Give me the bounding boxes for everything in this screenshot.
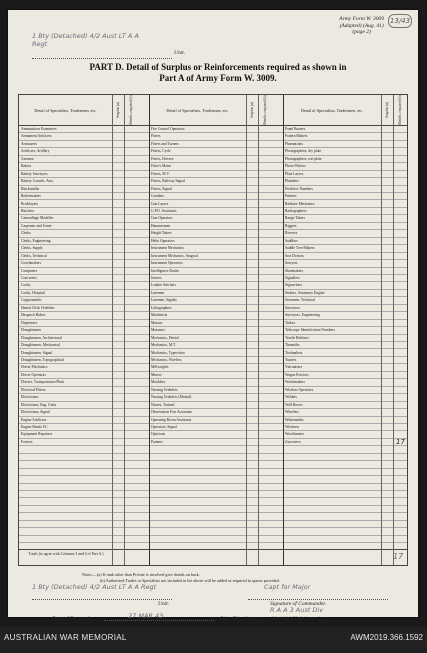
specialist-label: Equipment Repairers — [21, 432, 53, 437]
specialist-label: Bakers — [21, 164, 32, 169]
table-row — [19, 350, 407, 357]
table-row — [19, 372, 407, 379]
handwritten-unit-top: 1 Bty (Detached) 4/2 Aust LT A A Regt — [32, 32, 139, 48]
table-row — [19, 476, 407, 483]
specialist-label: Riveters — [285, 231, 298, 236]
table-row — [19, 305, 407, 312]
specialist-label: Pattern Makers — [285, 134, 308, 139]
specialist-label: Electrical Fitters — [21, 387, 46, 392]
specialist-label: Battery Comdrs. Asst. — [21, 179, 54, 184]
header-reinf — [258, 95, 271, 125]
note-b: (b) Authorised Trades or Specialists not included in list above will be added as required in spaces provided. — [100, 577, 280, 583]
specialist-label: Instrument Mechanics, Surgical — [151, 253, 198, 258]
specialist-label: Camouflage Modeller — [21, 216, 54, 221]
specialist-label: Linemen, Signals — [151, 298, 177, 303]
specialist-label: Axemen — [21, 156, 34, 161]
specialist-label: Riggers — [285, 223, 297, 228]
specialist-label: Photographers, wet plate — [285, 156, 322, 161]
column-divider — [246, 95, 247, 565]
specialist-label: Fitters, Cycle — [151, 149, 171, 154]
specialist-label: Whitesmiths — [285, 417, 304, 422]
specialist-label: Draughtsmen, Signal — [21, 350, 53, 355]
table-row — [19, 461, 407, 468]
specialist-label: Drivers, Transportation Plant — [21, 380, 64, 385]
table-row — [19, 446, 407, 453]
specialist-label: Concreters — [21, 276, 37, 280]
note-a: Notes.—(a) If rank other than Private is involved give details on back. — [82, 572, 200, 577]
specialist-label: Cooks — [21, 283, 31, 288]
handwritten-bde: R A A 3 Aust Div — [270, 606, 324, 614]
header-specialist: Detail of Specialists, Tradesmen, etc. — [300, 107, 364, 113]
specialist-label: Intelligence Duties — [151, 268, 179, 273]
specialist-label: Miners — [151, 372, 162, 377]
title-line2: Part A of Army Form W. 3009. — [159, 73, 277, 83]
date-line — [104, 620, 214, 621]
header-surplus — [246, 95, 258, 125]
table-row — [19, 215, 407, 222]
specialist-label: Dispensers — [21, 320, 38, 325]
specialist-label: Textile Refitters — [285, 335, 309, 340]
specialist-label: Operators, Signal — [151, 425, 177, 429]
gunners-reinf-value: 17 — [396, 438, 405, 446]
specialist-label: Painters — [151, 439, 163, 444]
specialist-label: Hammermen — [151, 223, 171, 228]
specialist-label: Radiographers — [285, 208, 307, 213]
column-divider — [149, 95, 150, 565]
specialist-label: Grinders — [151, 194, 164, 199]
bde-label: Bde., Div., Area, etc., with which Unit is serving. — [220, 616, 328, 622]
specialist-label: Pharmacists — [285, 141, 303, 146]
specialist-label: Driver Mechanics — [21, 365, 48, 370]
header-specialist: Detail of Specialists, Tradesmen, etc. — [34, 107, 97, 113]
specialist-label: Stokers, Stationary Engine — [285, 290, 325, 295]
specialist-label: Clerks, Engineering — [21, 238, 51, 243]
table-row — [19, 320, 407, 327]
specialist-label: Saddle Tree Makers — [285, 246, 315, 251]
specialist-label: Mechanics, Typewriter — [151, 350, 185, 355]
specialist-label: Nursing Orderlies — [151, 387, 178, 392]
specialist-label: Signallers — [285, 276, 300, 280]
table-row — [19, 245, 407, 252]
table-row — [19, 312, 407, 319]
table-row — [19, 506, 407, 513]
table-row — [19, 327, 407, 334]
table-row — [19, 454, 407, 461]
specialists-table — [18, 94, 408, 566]
specialist-label: Printers — [285, 194, 297, 199]
column-divider — [124, 95, 125, 565]
archive-id: AWM2019.366.1592 — [350, 633, 423, 642]
table-row — [19, 282, 407, 289]
specialist-label: Opticians — [151, 432, 166, 437]
specialist-label: Radiator Mechanics — [285, 201, 315, 206]
specialist-label: Predictor Numbers — [285, 186, 313, 191]
handwritten-unit-bottom: 1 Bty (Detached) 4/2 Aust LT A A Regt — [32, 583, 157, 591]
specialist-label: Draughtsmen, Topographical — [21, 357, 64, 362]
specialist-label: Millwrights — [151, 365, 169, 370]
specialist-label: Surveyors — [285, 305, 300, 310]
specialist-label: Nurses, Trained — [151, 402, 175, 407]
specialist-label: Mechanics, M.T. — [151, 343, 176, 348]
specialist-label: Panel Beaters — [285, 127, 306, 131]
table-row — [19, 417, 407, 424]
specialist-label: Sawyers — [285, 261, 298, 266]
specialist-label: Ammunition Examiners — [21, 127, 57, 131]
table-row — [19, 387, 407, 394]
specialist-label: Draughtsmen, Architectural — [21, 335, 62, 340]
specialist-label: Operating Room Assistants — [151, 417, 192, 422]
specialist-label: Fitters, Drivers — [151, 156, 174, 161]
specialist-label: Toolmakers — [285, 350, 303, 355]
specialist-label: Turners — [285, 357, 297, 362]
specialist-label: Storemen, Technical — [285, 298, 316, 303]
table-row — [19, 499, 407, 506]
specialist-label: Clerks — [21, 231, 31, 236]
totals-label: Totals (to agree with Columns 3 and 4 of Part A.) — [28, 552, 104, 556]
specialist-label: Telescope Identification Numbers — [285, 328, 335, 333]
column-divider — [283, 95, 284, 565]
table-row — [19, 208, 407, 215]
specialist-label: Nursing Orderlies (Mental) — [151, 395, 192, 400]
table-row — [19, 379, 407, 386]
specialist-label: Observation Post Assistants — [151, 410, 192, 415]
unit-line-bottom — [32, 598, 172, 600]
specialist-label: Gun Layers — [151, 201, 169, 206]
column-divider — [381, 95, 382, 565]
table-row — [19, 439, 407, 446]
handwritten-signature: Capt for Major — [264, 583, 311, 591]
table-row — [19, 409, 407, 416]
specialist-label: Welders — [285, 395, 297, 400]
specialist-label: Plate Layers — [285, 171, 304, 176]
form-sheet — [8, 10, 418, 622]
totals-reinf-value: 17 — [393, 552, 404, 561]
specialist-label: Fitters and Turners — [151, 141, 179, 146]
title-line1: PART D. Detail of Surplus or Reinforcements required as shown in — [89, 62, 347, 72]
specialist-label: Battery Surveyors — [21, 171, 48, 176]
specialist-label: Saddlers — [285, 238, 298, 243]
specialist-label: Engine Artificers — [21, 417, 47, 422]
specialist-label: Woodturners — [285, 432, 304, 437]
specialist-label: Mechanics, Dental — [151, 335, 179, 340]
table-row — [19, 201, 407, 208]
archive-footer — [0, 627, 427, 653]
specialist-label: Blacksmiths — [21, 186, 40, 191]
table-row — [19, 186, 407, 193]
specialist-label: Draughtsmen, Mechanical — [21, 343, 60, 348]
specialist-label: Fire Control Operators — [151, 127, 185, 131]
table-row — [19, 424, 407, 431]
specialist-label: Bricklayers — [21, 201, 38, 206]
specialist-label: Dental Clerk Orderlies — [21, 305, 55, 310]
specialist-label: Fitters, M.V. — [151, 171, 170, 176]
specialist-label: Coachmakers — [21, 261, 42, 266]
column-divider — [258, 95, 259, 565]
header-surplus-text: Surplus (a) — [250, 102, 254, 118]
table-row — [19, 268, 407, 275]
table-row — [19, 238, 407, 245]
table-row — [19, 156, 407, 163]
table-row — [19, 193, 407, 200]
archive-name: AUSTRALIAN WAR MEMORIAL — [4, 633, 127, 642]
form-reference — [339, 16, 384, 36]
specialist-label: Fitter's Mates — [151, 164, 172, 169]
table-row — [19, 491, 407, 498]
specialist-label: Butchers — [21, 208, 35, 213]
header-reinf-text: Reinfts. required (b) — [398, 95, 402, 125]
specialist-label: Height Takers — [151, 231, 172, 236]
table-row — [19, 148, 407, 155]
specialist-label: Computers — [21, 268, 38, 273]
specialist-label: Tailors — [285, 320, 296, 325]
specialist-label: Artificers, Artillery — [21, 149, 50, 154]
specialist-label: Wiremen — [285, 425, 299, 429]
specialist-label: Fitters, Railway Signal — [151, 179, 185, 184]
specialist-label: Tinsmiths — [285, 343, 300, 348]
specialist-label: Despatch Riders — [21, 313, 46, 318]
notes — [82, 572, 280, 583]
table-row — [19, 163, 407, 170]
form-ref-line1: Army Form W. 3009 — [339, 16, 384, 22]
specialist-label: Armourers — [21, 141, 37, 146]
table-row — [19, 484, 407, 491]
header-reinf — [124, 95, 137, 125]
specialist-label: Electricians, Signal — [21, 410, 50, 415]
specialist-label: Photographers, dry plate — [285, 149, 322, 154]
specialist-label: Clerks, Technical — [21, 253, 47, 258]
table-row — [19, 260, 407, 267]
table-row — [19, 141, 407, 148]
form-title — [38, 62, 398, 84]
specialist-label: Vulcanisers — [285, 365, 303, 370]
specialist-label: Driver Operators — [21, 372, 47, 377]
specialist-label: Lithographers — [151, 305, 172, 310]
unit-label-top: Unit. — [174, 50, 186, 56]
table-row — [19, 402, 407, 409]
table-row — [19, 133, 407, 140]
table-row — [19, 536, 407, 543]
table-row — [19, 364, 407, 371]
signature-label: Signature of Commander. — [270, 601, 327, 607]
specialist-label: Armament Artificers — [21, 134, 52, 139]
table-row — [19, 528, 407, 535]
totals-row — [19, 549, 407, 565]
specialist-label: Photo-Writers — [285, 164, 306, 169]
table-row — [19, 335, 407, 342]
specialist-label: Instrument Mechanics — [151, 246, 184, 251]
unit-label-bottom: Unit. — [158, 601, 170, 607]
specialist-label: Signwriters — [285, 283, 303, 288]
specialist-label: Masons — [151, 320, 163, 325]
header-reinf-text: Reinfts. required (b) — [128, 95, 133, 125]
table-row — [19, 431, 407, 438]
specialist-label: Boilermakers — [21, 194, 41, 199]
header-reinf — [393, 95, 407, 125]
table-row — [19, 394, 407, 401]
specialist-label: Electricians — [21, 395, 39, 400]
table-row — [19, 521, 407, 528]
specialist-label: Cooks, Hospital — [21, 290, 45, 295]
specialist-label: Instrument Operators — [151, 261, 183, 266]
specialist-label: Engine Hands I/C — [21, 425, 48, 429]
header-specialist: Detail of Specialists, Tradesmen, etc. — [166, 107, 229, 113]
page-mark: 13/43 — [388, 14, 412, 28]
table-row — [19, 223, 407, 230]
header-surplus — [112, 95, 124, 125]
unit-line-top — [32, 48, 172, 59]
specialist-label: Leather Stitchers — [151, 283, 177, 288]
specialist-label: Gunners — [285, 439, 301, 444]
table-row — [19, 357, 407, 364]
table-row — [19, 275, 407, 282]
specialist-label: Range Takers — [285, 216, 306, 221]
specialist-label: Wheelers — [285, 410, 299, 415]
table-row — [19, 513, 407, 520]
specialist-label: Draughtsmen — [21, 328, 41, 333]
specialist-label: Wireless Operators — [285, 387, 314, 392]
table-row — [19, 253, 407, 260]
date-value: 27 MAR 43 — [128, 612, 164, 620]
specialist-label: Watchmakers — [285, 380, 305, 385]
specialist-label: Fitters, Signal — [151, 186, 172, 191]
signature-line — [248, 598, 388, 600]
specialist-label: Clerks, Supply — [21, 246, 43, 251]
header-surplus-text: Surplus (a) — [385, 102, 389, 118]
table-row — [19, 297, 407, 304]
specialist-label: Fitters — [151, 134, 161, 139]
specialist-label: G.P.O. Assistants — [151, 208, 177, 213]
specialist-label: Wall Borers — [285, 402, 303, 407]
specialist-label: Mechanics, Wireless — [151, 357, 182, 362]
table-row — [19, 342, 407, 349]
specialist-label: Saw Doctors — [285, 253, 304, 258]
header-reinf-text: Reinfts. required (b) — [262, 95, 267, 125]
form-ref-line2: (Adapted) (Aug. 41) — [339, 22, 384, 29]
specialist-label: Wagon Erectors — [285, 372, 309, 377]
table-row — [19, 178, 407, 185]
table-row — [19, 171, 407, 178]
date-label: Date of Despatch. — [52, 616, 92, 622]
column-divider — [393, 95, 394, 565]
specialist-label: Moulders — [151, 380, 166, 385]
specialist-label: Coppersmiths — [21, 298, 42, 303]
specialist-label: Masseurs — [151, 328, 165, 333]
specialist-label: Surveyors, Engineering — [285, 313, 320, 318]
header-surplus — [381, 95, 393, 125]
specialist-label: Gun Operators — [151, 216, 173, 221]
specialist-label: Plumbers — [285, 179, 299, 184]
specialist-label: Joiners — [151, 276, 162, 280]
table-row — [19, 230, 407, 237]
table-row — [19, 290, 407, 297]
specialist-label: Helio Operators — [151, 238, 175, 243]
specialist-label: Carpenter and Joiner — [21, 223, 52, 228]
column-divider — [112, 95, 113, 565]
specialist-label: Farriers — [21, 439, 33, 444]
form-ref-line3: (page 2) — [352, 29, 371, 35]
header-surplus-text: Surplus (a) — [116, 102, 120, 118]
specialist-label: Shoemakers — [285, 268, 304, 273]
specialist-label: Electricians, Eng. Units — [21, 402, 57, 407]
specialist-label: Machinists — [151, 313, 168, 318]
table-row — [19, 469, 407, 476]
specialist-label: Linemen — [151, 290, 165, 295]
table-row — [19, 126, 407, 133]
